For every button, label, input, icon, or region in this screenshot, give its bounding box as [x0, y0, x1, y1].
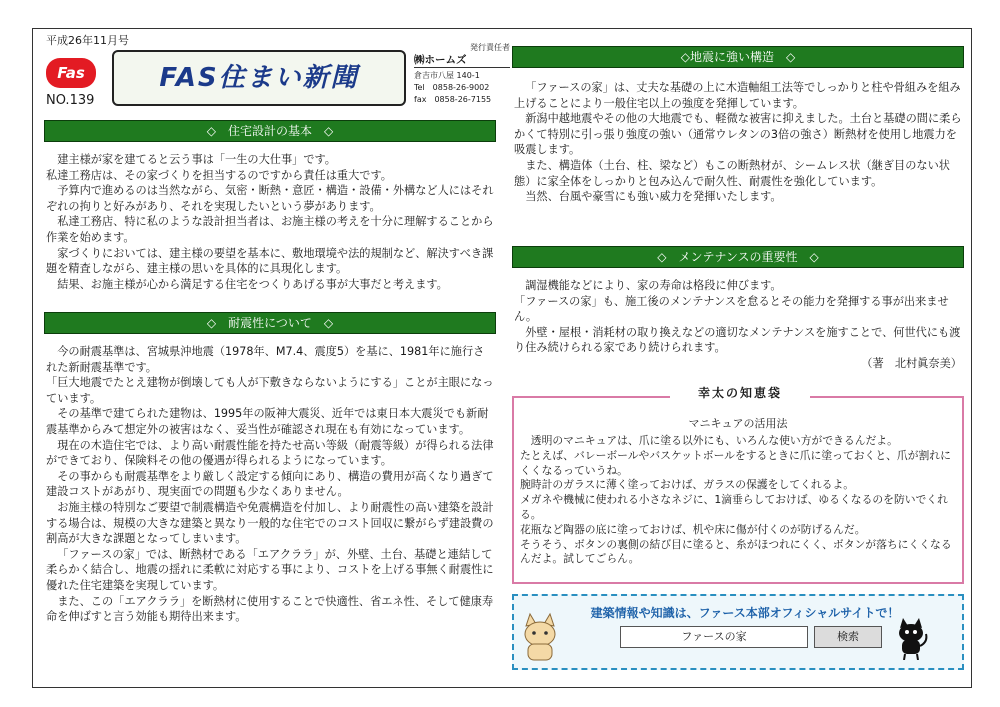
publisher-info — [414, 42, 510, 106]
paragraph: 「巨大地震でたとえ建物が倒壊しても人が下敷きならないようにする」ことが主眼になっています。 — [46, 376, 494, 405]
paragraph: 家づくりにおいては、建主様の要望を基本に、敷地環境や法的規制など、解決すべき課題を精査しながら、建主様の思いを具体的に具現化します。 — [46, 246, 494, 276]
section-body-earthquake-resistance — [46, 344, 494, 625]
paragraph: 花瓶など陶器の底に塗っておけば、机や床に傷が付くのが防げるんだ。 — [520, 522, 866, 536]
banner-text: 建築情報や知識は、ファース本部オフィシャルサイトで！ — [590, 606, 900, 620]
search-button[interactable]: 検索 — [814, 626, 882, 648]
section-body-housing-design — [46, 152, 494, 292]
paragraph: その基準で建てられた建物は、1995年の阪神大震災、近年では東日本大震災でも新耐震基準からみて想定外の被害はなく、妥当性が確認され現在も有効になっています。 — [46, 407, 489, 436]
paragraph: お施主様の特別なご要望で制震構造や免震構造を付加し、より耐震性の高い建築を設計する場合は、規模の大きな建築と異なり一般的な住宅でのコスト回収に繋がらず建設費の割高が大きな課題となってしまいます。 — [46, 500, 494, 546]
section-body-strong-structure — [514, 80, 962, 205]
company-address: 倉吉市八屋 140-1 — [414, 71, 480, 80]
paragraph: 私達工務店、特に私のような設計担当者は、お施主様の考えを十分に理解することから作業を始めます。 — [46, 215, 494, 244]
company-tel: Tel 0858-26-9002 — [414, 83, 490, 92]
paragraph: 今の耐震基準は、宮城県沖地震（1978年、M7.4、震度5）を基に、1981年に施行された新耐震基準です。 — [46, 345, 485, 374]
paragraph: 腕時計のガラスに薄く塗っておけば、ガラスの保護をしてくれるよ。 — [520, 478, 855, 492]
section-title-maintenance: ◇ メンテナンスの重要性 ◇ — [512, 246, 964, 268]
paragraph: その事からも耐震基準をより厳しく設定する傾向にあり、構造の費用が高くなり過ぎて建設コストがあがり、現実面での問題も少なくありません。 — [46, 469, 494, 499]
tips-body — [520, 434, 956, 567]
paragraph: 建主様が家を建てると云う事は「一生の大仕事」です。 — [57, 153, 336, 166]
issue-number: NO.139 — [46, 93, 95, 108]
paragraph: 現在の木造住宅では、より高い耐震性能を持たせ高い等級（耐震等級）が得られる法律ができており、保険料その他の優遇が得られるようになっています。 — [46, 438, 494, 468]
search-input[interactable]: ファースの家 — [620, 626, 808, 648]
paragraph: また、構造体（土台、柱、梁など）もこの断熱材が、シームレス状（継ぎ目のない状態）に家全体をしっかりと包み込んで耐久性、耐震性を強化しています。 — [514, 158, 950, 188]
tips-title: 幸太の知恵袋 — [670, 384, 810, 401]
paragraph: また、この「エアクララ」を断熱材に使用することで快適性、省エネ性、そして健康寿命を伸ばすと言う効能も期待出来ます。 — [46, 594, 494, 624]
paragraph: 調湿機能などにより、家の寿命は格段に伸びます。 — [525, 279, 782, 292]
company-name: ㈱ホームズ — [414, 54, 510, 68]
publisher-label: 発行責任者 — [470, 43, 510, 52]
newsletter-title: FAS住まい新聞 — [112, 50, 406, 106]
paragraph: そうそう、ボタンの裏側の結び目に塗ると、糸がほつれにくく、ボタンが落ちにくくなるんだよ。試してごらん。 — [520, 537, 952, 566]
paragraph: 透明のマニキュアは、爪に塗る以外にも、いろんな使い方ができるんだよ。 — [530, 434, 898, 447]
paragraph: 当然、台風や豪雪にも強い威力を発揮いたします。 — [525, 190, 782, 204]
paragraph: 新潟中越地震やその他の大地震でも、軽微な被害に抑えました。土台と基礎の間に柔らかくて特別に引っ張り強度の強い（通常ウレタンの3倍の強さ）断熱材を使用し地震力を吸震します。 — [514, 112, 962, 157]
paragraph: メガネや機械に使われる小さなネジに、1滴垂らしておけば、ゆるくなるのを防いでくれる。 — [520, 493, 948, 521]
author-credit: （著 北村眞奈美） — [861, 356, 962, 370]
paragraph: たとえば、バレーボールやバスケットボールをするときに爪に塗っておくと、爪が割れにくくなるっていうね。 — [520, 448, 951, 477]
paragraph: 予算内で進めるのは当然ながら、気密・断熱・意匠・構造・設備・外構など人にはそれぞれの拘りと好みがあり、それを実現したいという夢があります。 — [46, 184, 494, 213]
section-title-strong-structure: ◇地震に強い構造 ◇ — [512, 46, 964, 68]
fas-logo: Fas — [46, 58, 96, 88]
tips-subtitle: マニキュアの活用法 — [688, 417, 788, 430]
black-cat-icon — [894, 616, 930, 660]
paragraph: 結果、お施主様が心から満足する住宅をつくりあげる事が大事だと考えます。 — [57, 277, 448, 291]
paragraph: 「ファースの家」では、断熱材である「エアクララ」が、外壁、土台、基礎と連結して柔らかく結合し、地震の揺れに柔軟に対応する事により、コストを上げる事無く耐震性に優れた住宅建築を実現しています。 — [46, 547, 494, 592]
company-fax: fax 0858-26-7155 — [414, 95, 492, 104]
paragraph: 「ファースの家」は、丈夫な基礎の上に木造軸組工法等でしっかりと柱や骨組みを組み上げることにより一般住宅以上の強度を発揮しています。 — [514, 81, 961, 110]
paragraph: 外壁・屋根・消耗材の取り換えなどの適切なメンテナンスを施すことで、何世代にも渡り住み続けられる家であり続けられます。 — [514, 325, 961, 355]
paragraph: 私達工務店は、その家づくりを担当するのですから責任は重大です。 — [46, 168, 392, 182]
paragraph: 「ファースの家」も、施工後のメンテナンスを怠るとその能力を発揮する事が出来ません。 — [514, 294, 949, 324]
section-title-earthquake-resistance: ◇ 耐震性について ◇ — [44, 312, 496, 334]
section-title-housing-design: ◇ 住宅設計の基本 ◇ — [44, 120, 496, 142]
issue-date: 平成26年11月号 — [46, 34, 129, 47]
section-body-maintenance — [514, 278, 962, 372]
